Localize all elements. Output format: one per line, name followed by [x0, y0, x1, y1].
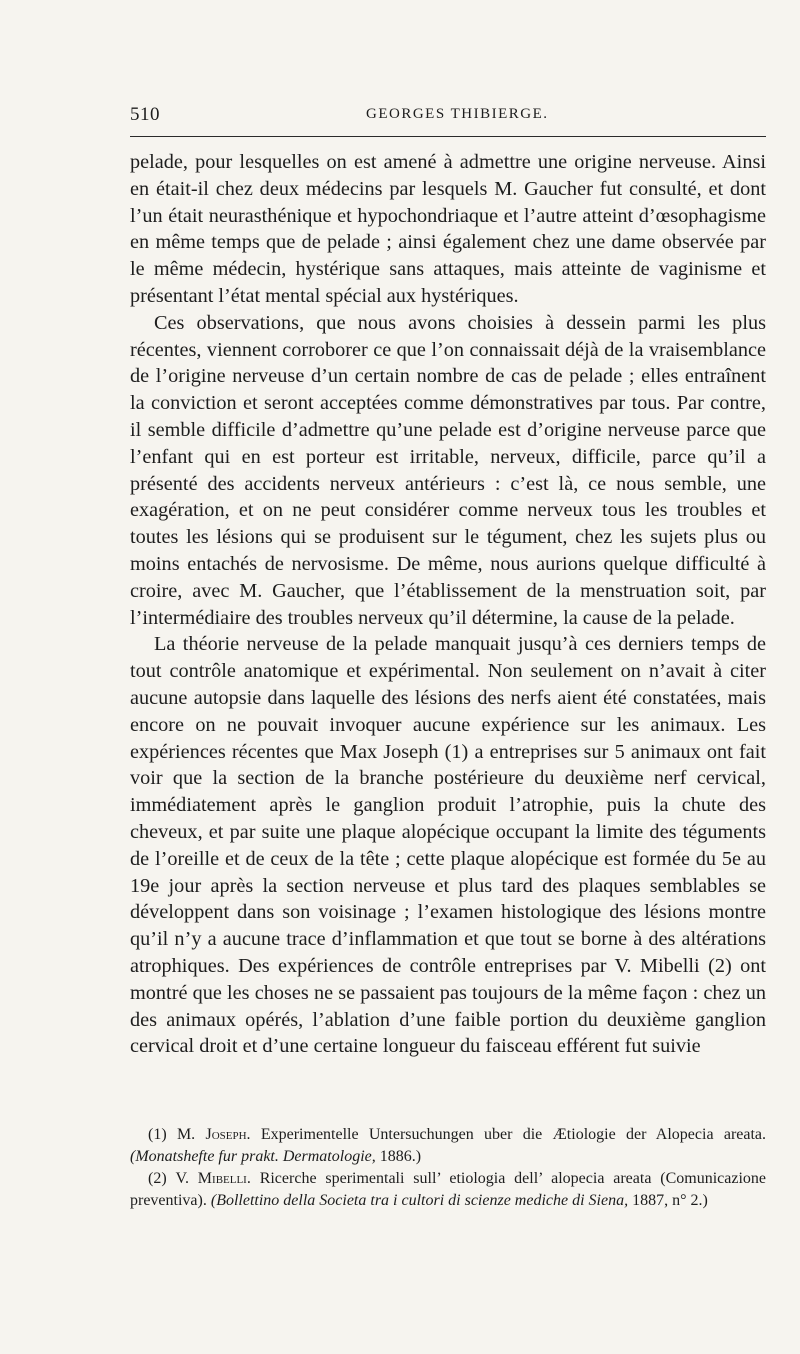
page-header: [130, 104, 766, 130]
footnote-1-author: M. Joseph.: [176, 1126, 251, 1143]
paragraph-1: pelade, pour lesquelles on est amené à admettre une origine nerveuse. Ainsi en était-il chez deux médecins par lesquels M. Gaucher fut consulté, et dont l’un était neurasthénique et hypochondriaque et l’autre atteint d’œsophagisme en même temps que de pelade ; ainsi également chez une dame observée par le même médecin, hystérique sans attaques, mais atteinte de vaginisme et présentant l’état mental spécial aux hystériques.: [130, 151, 766, 307]
footnote-2-number: (2): [148, 1170, 167, 1188]
paragraph-3: La théorie nerveuse de la pelade manquait jusqu’à ces derniers temps de tout contrôle anatomique et expérimental. Non seulement on n’avait à citer aucune autopsie dans laquelle des lésions des nerfs aient été constatées, mais encore on ne pouvait invoquer aucune expérience sur les animaux. Les expériences récentes que Max Joseph (1) a entreprises sur 5 animaux ont fait voir que la section de la branche postérieure du deuxième nerf cervical, immédiatement après le ganglion produit l’atrophie, puis la chute des cheveux, et par suite une plaque alopécique occupant la limite des téguments de l’oreille et de ceux de la tête ; cette plaque alopécique est formée du 5e au 19e jour après la section nerveuse et plus tard des plaques semblables se développent dans son voisinage ; l’examen histologique des lésions montre qu’il n’y a aucune trace d’inflammation et que tout se borne à des altérations atrophiques. Des expériences de contrôle entreprises par V. Mibelli (2) ont montré que les choses ne se passaient pas toujours de la même façon : chez un des animaux opérés, l’ablation d’une faible portion du deuxième ganglion cervical droit et d’une certaine longueur du faisceau efférent fut suivie: [130, 633, 766, 1058]
footnote-1-text: Experimentelle Untersuchungen uber die Ætiologie der Alopecia areata.: [260, 1126, 767, 1143]
page-number: 510: [130, 104, 160, 125]
footnote-2-source: (Bollettino della Societa tra i cultori di scienze mediche di Siena,: [210, 1191, 629, 1209]
footnotes: [130, 1124, 766, 1212]
footnote-1: [130, 1124, 766, 1167]
footnote-1-tail: 1886.): [379, 1147, 422, 1165]
header-rule: [130, 136, 766, 137]
footnote-1-source: (Monatshefte fur prakt. Dermatologie,: [130, 1147, 376, 1165]
paragraph-2: Ces observations, que nous avons choisies à dessein parmi les plus récentes, viennent corroborer ce que l’on connaissait déjà de la vraisemblance de l’origine nerveuse d’un certain nombre de cas de pelade ; elles entraînent la conviction et seront acceptées comme démonstratives par tous. Par contre, il semble difficile d’admettre qu’une pelade est d’origine nerveuse parce que l’enfant qui en est porteur est irritable, nerveux, difficile, parce qu’il a présenté des accidents nerveux antérieurs : c’est là, ce nous semble, une exagération, et on ne peut considérer comme nerveux tous les troubles et toutes les lésions qui se produisent sur le tégument, chez les sujets plus ou moins entachés de nervosisme. De même, nous aurions quelque difficulté à croire, avec M. Gaucher, que l’établissement de la menstruation soit, par l’intermédiaire des troubles nerveux qu’il détermine, la cause de la pelade.: [130, 311, 766, 629]
footnote-1-number: (1): [148, 1126, 167, 1143]
footnote-2-tail: 1887, n° 2.): [632, 1191, 708, 1209]
body-text: [130, 149, 766, 1060]
footnote-2-text: Ricerche sperimentali sull’ etiologia dell’ alopecia areata (Comunicazione preventiva).: [130, 1170, 767, 1209]
running-head: GEORGES THIBIERGE.: [366, 106, 549, 122]
footnote-2: [130, 1168, 766, 1211]
footnote-2-author: V. Mibelli.: [175, 1170, 251, 1188]
